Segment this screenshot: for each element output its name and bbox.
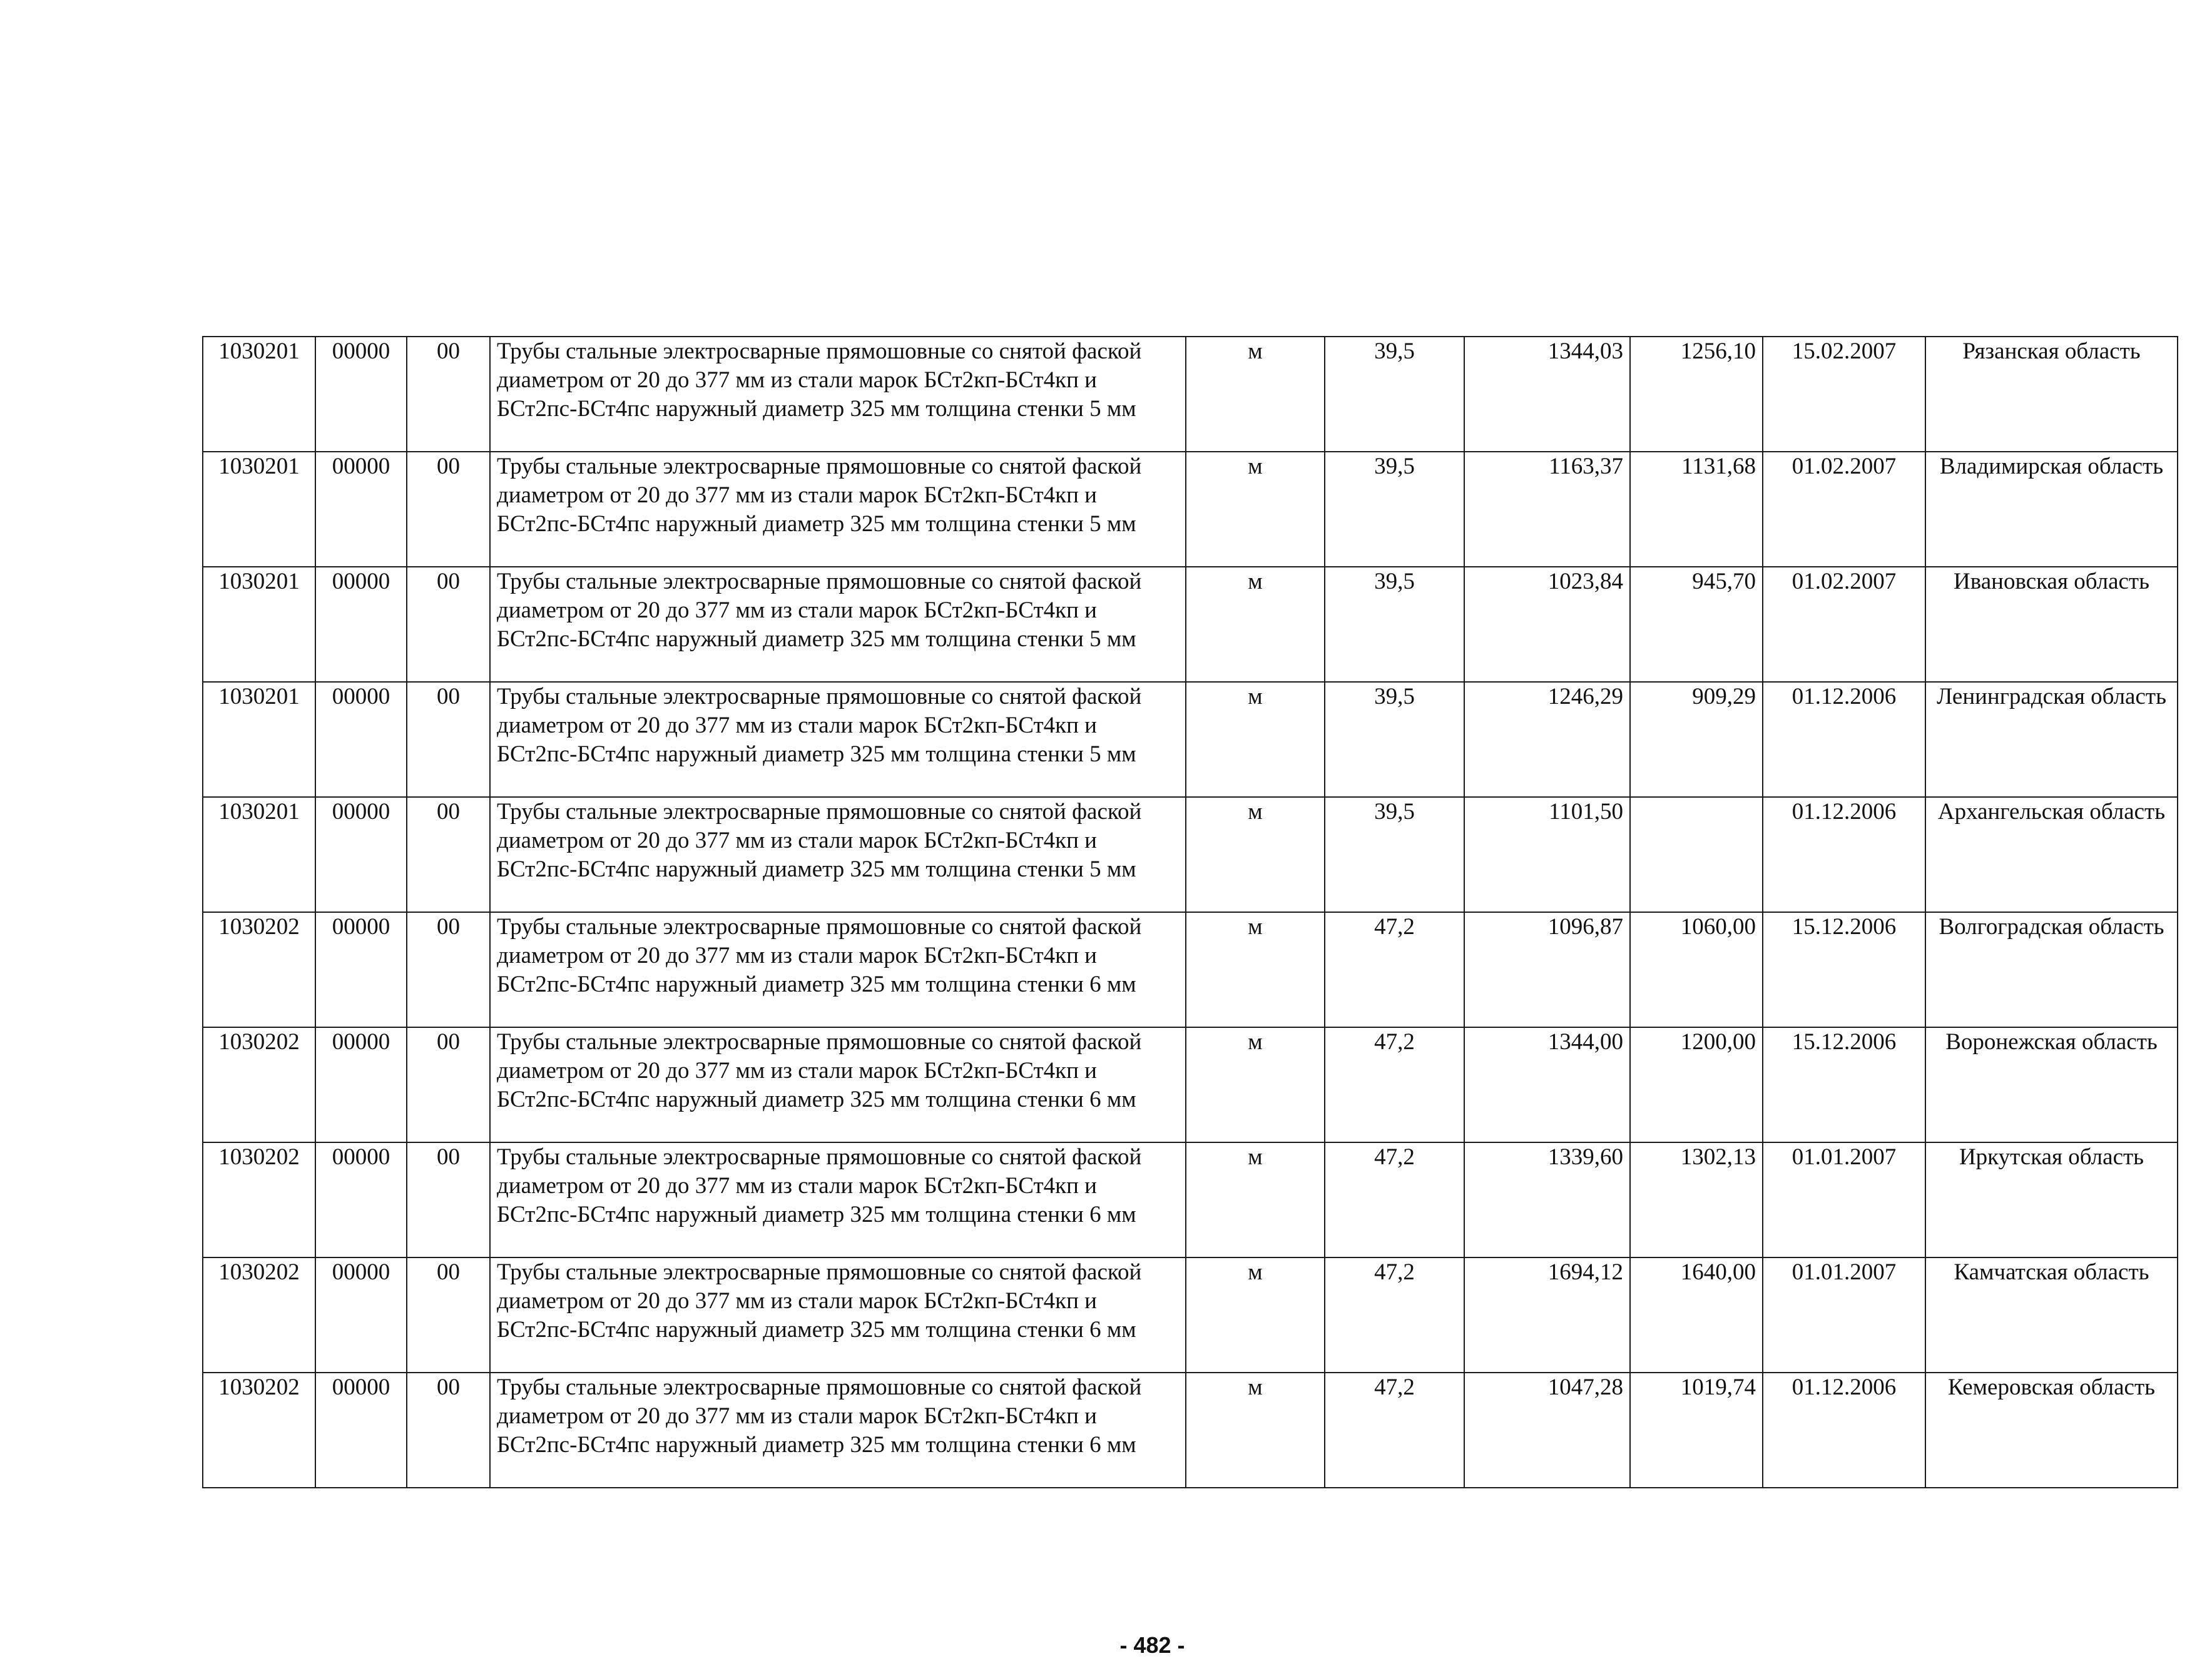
cell-region: Ивановская область <box>1925 567 2178 682</box>
cell-sub: 00000 <box>315 682 407 797</box>
cell-date: 01.02.2007 <box>1763 567 1925 682</box>
cell-unit: м <box>1186 912 1325 1027</box>
table-row <box>203 337 2178 452</box>
price-table <box>202 336 2178 1488</box>
cell-price1: 1096,87 <box>1464 912 1630 1027</box>
cell-description: Трубы стальные электросварные прямошовные со снятой фаской диаметром от 20 до 377 мм из стали марок БСт2кп-БСт4кп и БСт2пс-БСт4пс наружный диаметр 325 мм толщина стенки 5 мм <box>490 682 1186 797</box>
cell-code: 1030202 <box>203 1027 315 1142</box>
cell-mass: 39,5 <box>1325 452 1464 567</box>
cell-mass: 39,5 <box>1325 337 1464 452</box>
cell-mass: 39,5 <box>1325 682 1464 797</box>
cell-sub2: 00 <box>407 912 490 1027</box>
cell-sub: 00000 <box>315 567 407 682</box>
cell-sub: 00000 <box>315 797 407 912</box>
cell-sub2: 00 <box>407 1027 490 1142</box>
cell-date: 15.02.2007 <box>1763 337 1925 452</box>
cell-description: Трубы стальные электросварные прямошовные со снятой фаской диаметром от 20 до 377 мм из стали марок БСт2кп-БСт4кп и БСт2пс-БСт4пс наружный диаметр 325 мм толщина стенки 6 мм <box>490 912 1186 1027</box>
cell-unit: м <box>1186 1257 1325 1373</box>
cell-description: Трубы стальные электросварные прямошовные со снятой фаской диаметром от 20 до 377 мм из стали марок БСт2кп-БСт4кп и БСт2пс-БСт4пс наружный диаметр 325 мм толщина стенки 5 мм <box>490 567 1186 682</box>
cell-price1: 1339,60 <box>1464 1142 1630 1257</box>
cell-unit: м <box>1186 337 1325 452</box>
cell-description: Трубы стальные электросварные прямошовные со снятой фаской диаметром от 20 до 377 мм из стали марок БСт2кп-БСт4кп и БСт2пс-БСт4пс наружный диаметр 325 мм толщина стенки 6 мм <box>490 1257 1186 1373</box>
cell-unit: м <box>1186 682 1325 797</box>
cell-sub2: 00 <box>407 1142 490 1257</box>
cell-unit: м <box>1186 1142 1325 1257</box>
cell-sub: 00000 <box>315 337 407 452</box>
cell-code: 1030201 <box>203 567 315 682</box>
cell-description: Трубы стальные электросварные прямошовные со снятой фаской диаметром от 20 до 377 мм из стали марок БСт2кп-БСт4кп и БСт2пс-БСт4пс наружный диаметр 325 мм толщина стенки 6 мм <box>490 1027 1186 1142</box>
cell-description: Трубы стальные электросварные прямошовные со снятой фаской диаметром от 20 до 377 мм из стали марок БСт2кп-БСт4кп и БСт2пс-БСт4пс наружный диаметр 325 мм толщина стенки 5 мм <box>490 452 1186 567</box>
table-row <box>203 682 2178 797</box>
cell-code: 1030201 <box>203 452 315 567</box>
cell-mass: 47,2 <box>1325 1027 1464 1142</box>
cell-price1: 1023,84 <box>1464 567 1630 682</box>
cell-mass: 47,2 <box>1325 1257 1464 1373</box>
table-row <box>203 567 2178 682</box>
cell-date: 15.12.2006 <box>1763 1027 1925 1142</box>
cell-sub2: 00 <box>407 567 490 682</box>
cell-region: Ленинградская область <box>1925 682 2178 797</box>
cell-date: 15.12.2006 <box>1763 912 1925 1027</box>
cell-sub: 00000 <box>315 1373 407 1488</box>
cell-price1: 1344,00 <box>1464 1027 1630 1142</box>
cell-mass: 47,2 <box>1325 1142 1464 1257</box>
cell-region: Воронежская область <box>1925 1027 2178 1142</box>
table-row <box>203 452 2178 567</box>
cell-code: 1030202 <box>203 1257 315 1373</box>
cell-sub: 00000 <box>315 912 407 1027</box>
cell-date: 01.12.2006 <box>1763 797 1925 912</box>
cell-price1: 1047,28 <box>1464 1373 1630 1488</box>
cell-code: 1030202 <box>203 912 315 1027</box>
cell-price2: 945,70 <box>1630 567 1763 682</box>
cell-price1: 1344,03 <box>1464 337 1630 452</box>
cell-code: 1030202 <box>203 1373 315 1488</box>
cell-mass: 39,5 <box>1325 797 1464 912</box>
cell-price2: 1060,00 <box>1630 912 1763 1027</box>
cell-region: Камчатская область <box>1925 1257 2178 1373</box>
cell-price2: 909,29 <box>1630 682 1763 797</box>
cell-unit: м <box>1186 567 1325 682</box>
cell-description: Трубы стальные электросварные прямошовные со снятой фаской диаметром от 20 до 377 мм из стали марок БСт2кп-БСт4кп и БСт2пс-БСт4пс наружный диаметр 325 мм толщина стенки 5 мм <box>490 337 1186 452</box>
table-row <box>203 1142 2178 1257</box>
cell-description: Трубы стальные электросварные прямошовные со снятой фаской диаметром от 20 до 377 мм из стали марок БСт2кп-БСт4кп и БСт2пс-БСт4пс наружный диаметр 325 мм толщина стенки 5 мм <box>490 797 1186 912</box>
cell-region: Иркутская область <box>1925 1142 2178 1257</box>
cell-date: 01.01.2007 <box>1763 1142 1925 1257</box>
cell-sub2: 00 <box>407 797 490 912</box>
page-number: - 482 - <box>1119 1632 1185 1658</box>
cell-price1: 1694,12 <box>1464 1257 1630 1373</box>
cell-price2: 1302,13 <box>1630 1142 1763 1257</box>
cell-unit: м <box>1186 452 1325 567</box>
cell-sub2: 00 <box>407 337 490 452</box>
cell-price2: 1131,68 <box>1630 452 1763 567</box>
cell-price2: 1200,00 <box>1630 1027 1763 1142</box>
cell-unit: м <box>1186 1027 1325 1142</box>
cell-sub2: 00 <box>407 1373 490 1488</box>
cell-date: 01.02.2007 <box>1763 452 1925 567</box>
cell-sub: 00000 <box>315 1027 407 1142</box>
cell-price1: 1163,37 <box>1464 452 1630 567</box>
cell-code: 1030201 <box>203 682 315 797</box>
cell-date: 01.12.2006 <box>1763 682 1925 797</box>
table-row <box>203 797 2178 912</box>
cell-region: Кемеровская область <box>1925 1373 2178 1488</box>
cell-mass: 39,5 <box>1325 567 1464 682</box>
cell-sub2: 00 <box>407 452 490 567</box>
cell-date: 01.01.2007 <box>1763 1257 1925 1373</box>
cell-price2 <box>1630 797 1763 912</box>
cell-unit: м <box>1186 1373 1325 1488</box>
cell-sub: 00000 <box>315 452 407 567</box>
cell-region: Рязанская область <box>1925 337 2178 452</box>
cell-price2: 1019,74 <box>1630 1373 1763 1488</box>
cell-description: Трубы стальные электросварные прямошовные со снятой фаской диаметром от 20 до 377 мм из стали марок БСт2кп-БСт4кп и БСт2пс-БСт4пс наружный диаметр 325 мм толщина стенки 6 мм <box>490 1142 1186 1257</box>
cell-unit: м <box>1186 797 1325 912</box>
cell-code: 1030201 <box>203 797 315 912</box>
cell-region: Волгоградская область <box>1925 912 2178 1027</box>
cell-mass: 47,2 <box>1325 912 1464 1027</box>
cell-code: 1030201 <box>203 337 315 452</box>
cell-price2: 1640,00 <box>1630 1257 1763 1373</box>
cell-sub: 00000 <box>315 1257 407 1373</box>
cell-mass: 47,2 <box>1325 1373 1464 1488</box>
cell-region: Архангельская область <box>1925 797 2178 912</box>
cell-sub2: 00 <box>407 682 490 797</box>
table-row <box>203 912 2178 1027</box>
table-row <box>203 1027 2178 1142</box>
cell-code: 1030202 <box>203 1142 315 1257</box>
cell-price2: 1256,10 <box>1630 337 1763 452</box>
cell-sub2: 00 <box>407 1257 490 1373</box>
table-row <box>203 1257 2178 1373</box>
cell-description: Трубы стальные электросварные прямошовные со снятой фаской диаметром от 20 до 377 мм из стали марок БСт2кп-БСт4кп и БСт2пс-БСт4пс наружный диаметр 325 мм толщина стенки 6 мм <box>490 1373 1186 1488</box>
cell-price1: 1101,50 <box>1464 797 1630 912</box>
table-row <box>203 1373 2178 1488</box>
cell-date: 01.12.2006 <box>1763 1373 1925 1488</box>
cell-price1: 1246,29 <box>1464 682 1630 797</box>
cell-region: Владимирская область <box>1925 452 2178 567</box>
cell-sub: 00000 <box>315 1142 407 1257</box>
